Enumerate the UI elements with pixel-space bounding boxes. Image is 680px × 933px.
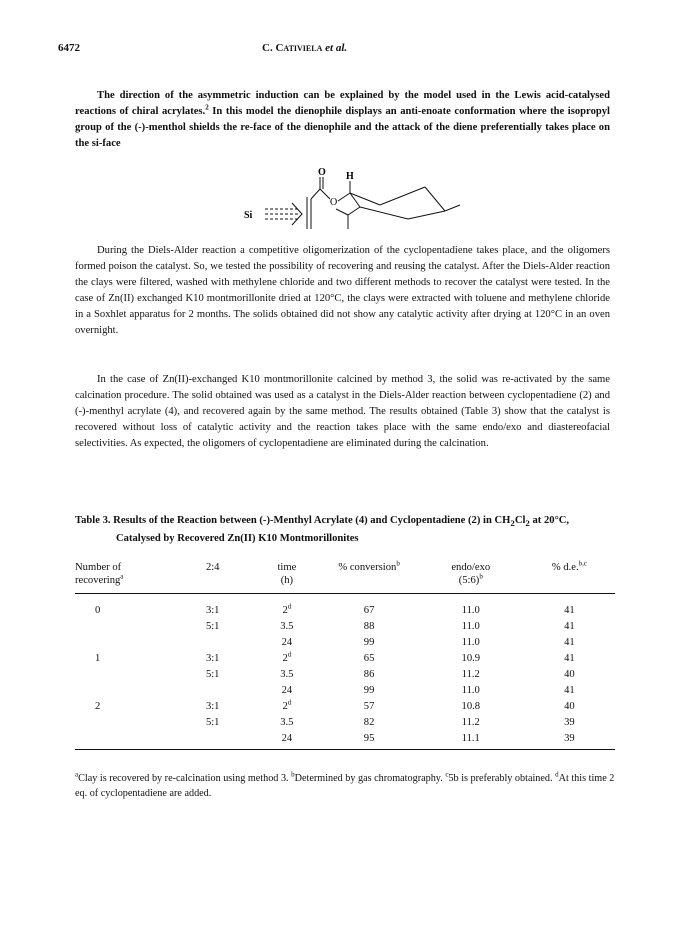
cell-conversion: 82 — [363, 717, 375, 728]
cell-recovering: 2 — [95, 701, 101, 712]
table-row — [75, 667, 615, 683]
cell-endo-exo: 10.8 — [461, 701, 481, 712]
table-footnotes: $^a$Clay is recovered by re-calcination using method 3. $^b$Determined by gas chromatography. $^c$5b is preferably obtained. $^d$At this time 2 eq. of cyclopentadiene are added. — [75, 770, 615, 799]
paragraph-oligomerization — [75, 243, 610, 339]
cell-time: 3.5 — [280, 621, 294, 632]
cell-endo-exo: 11.0 — [461, 605, 480, 616]
table-row — [75, 731, 615, 750]
footnote-a: Clay is recovered by re-calcination using method 3. — [78, 773, 292, 784]
page-number: 6472 — [58, 42, 80, 54]
author-suffix: et al. — [322, 42, 348, 54]
cell-de: 41 — [564, 621, 575, 632]
cell-recovering — [75, 715, 172, 731]
cell-recovering — [75, 731, 172, 750]
footnote-d: At this time 2 eq. of cyclopentadiene are added. — [75, 773, 615, 799]
footnote-b: Determined by gas chromatography. — [294, 773, 446, 784]
cell-recovering — [75, 635, 172, 651]
paragraph-calcination — [75, 372, 610, 452]
results-table — [75, 561, 615, 750]
cell-de: 39 — [564, 733, 575, 744]
table-caption-temp: at 20°C, — [529, 515, 570, 526]
table-caption-line2: Catalysed by Recovered Zn(II) K10 Montmorillonites — [116, 533, 359, 545]
cell-ratio: 5:1 — [205, 621, 220, 632]
footnote-c: 5b is preferably obtained. — [448, 773, 556, 784]
si-face-label: Si — [244, 210, 253, 221]
paragraph-induction — [75, 88, 610, 152]
cell-endo-exo: 11.1 — [461, 733, 480, 744]
cell-endo-exo: 10.9 — [461, 653, 481, 664]
cell-endo-exo: 11.0 — [461, 621, 480, 632]
cell-time: 2$^d$ — [282, 650, 292, 664]
col-header-conversion: % conversion$^b$ — [338, 559, 400, 573]
cell-time: 24 — [281, 685, 293, 696]
table-caption — [75, 513, 615, 547]
running-header — [262, 42, 347, 54]
table-caption-sub2: 2 — [525, 518, 530, 529]
cell-time: 2$^d$ — [282, 602, 292, 616]
col-header-de: % d.e.$^{b,c}$ — [551, 559, 587, 573]
paragraph-oligomerization-text: During the Diels-Alder reaction a competitive oligomerization of the cyclopentadiene takes place, and the oligomers formed poison the catalyst. So, we tested the possibility of recovering and reusing the catalyst. After the Diels-Alder reaction the clays were filtered, washed with methylene chloride and two different methods to recover the catalyst were tested. In the case of Zn(II) exchanged K10 montmorillonite dried at 120°C, the clays were extracted with toluene and methylene chloride in a Soxhlet apparatus for 2 months. The solids obtained did not show any catalytic activity after drying at 120°C in an oven overnight. — [75, 245, 610, 336]
cell-de: 41 — [564, 605, 575, 616]
cell-conversion: 99 — [363, 685, 375, 696]
cell-recovering: 0 — [95, 605, 101, 616]
hydrogen-label: H — [346, 171, 354, 182]
col-header-time: time (h) — [277, 562, 297, 586]
cell-conversion: 95 — [363, 733, 375, 744]
table-caption-label: Table 3. — [75, 515, 111, 526]
table-row — [75, 715, 615, 731]
cell-conversion: 99 — [363, 637, 375, 648]
cell-time: 3.5 — [280, 669, 294, 680]
cell-de: 39 — [564, 717, 575, 728]
ester-oxygen-label: O — [330, 197, 338, 208]
cell-ratio: 5:1 — [205, 669, 220, 680]
cell-time: 24 — [281, 637, 293, 648]
cell-de: 41 — [564, 637, 575, 648]
cell-recovering — [75, 683, 172, 699]
cell-recovering: 1 — [95, 653, 101, 664]
cell-endo-exo: 11.2 — [461, 717, 480, 728]
cell-de: 40 — [564, 701, 575, 712]
cell-time: 3.5 — [280, 717, 294, 728]
cell-time: 24 — [281, 733, 293, 744]
cell-de: 40 — [564, 669, 575, 680]
paragraph-induction-text-b: In this model the dienophile displays an anti-enoate conformation where the isopropyl group of the (-)-menthol shields the re-face of the dienophile and the attack of the diene preferentially takes place on the si-face — [75, 106, 610, 149]
carbonyl-oxygen-label: O — [318, 167, 326, 178]
cell-endo-exo: 11.2 — [461, 669, 480, 680]
cell-endo-exo: 11.0 — [461, 685, 480, 696]
cell-conversion: 86 — [363, 669, 375, 680]
table-header-row — [75, 561, 615, 594]
table-row — [75, 683, 615, 699]
table-caption-sub1: 2 — [510, 518, 515, 529]
col-header-endo-exo: endo/exo (5:6)$^b$ — [451, 562, 491, 586]
paragraph-induction-text-a: The direction of the asymmetric induction can be explained by the model used in the Lewis acid-catalysed reactions of chiral acrylates. — [75, 90, 610, 117]
table-row — [75, 594, 615, 620]
cell-time: 2$^d$ — [282, 698, 292, 712]
author-name: C. Cativiela — [262, 42, 323, 54]
cell-ratio: 5:1 — [205, 717, 220, 728]
cell-conversion: 67 — [363, 605, 375, 616]
table-caption-text: Results of the Reaction between (-)-Menthyl Acrylate (4) and Cyclopentadiene (2) in CH — [110, 515, 511, 526]
cell-ratio: 3:1 — [205, 653, 220, 664]
cell-ratio — [172, 683, 253, 699]
table-row — [75, 651, 615, 667]
cell-ratio — [172, 731, 253, 750]
cell-endo-exo: 11.0 — [461, 637, 480, 648]
col-header-ratio: 2:4 — [205, 562, 220, 573]
table-row — [75, 619, 615, 635]
cell-conversion: 57 — [363, 701, 375, 712]
table-row — [75, 635, 615, 651]
paragraph-calcination-text: In the case of Zn(II)-exchanged K10 montmorillonite calcined by method 3, the solid was re-activated by the same calcination procedure. The solid obtained was used as a catalyst in the Diels-Alder reaction between cyclopentadiene (2) and (-)-menthyl acrylate (4), and recovered again by the same method. The results obtained (Table 3) show that the catalyst is recovered without loss of catalytic activity and the reaction takes place with the same endo/exo and diastereofacial selectivities. As expected, the oligomers of cyclopentadiene are eliminated during the calcination. — [75, 374, 610, 449]
cell-conversion: 88 — [363, 621, 375, 632]
cell-recovering — [75, 619, 172, 635]
table-row — [75, 699, 615, 715]
table-caption-cl: Cl — [514, 515, 526, 526]
cell-ratio: 3:1 — [205, 701, 220, 712]
menthyl-acrylate-structure — [220, 167, 480, 237]
col-header-recovering: Number of recovering$^a$ — [75, 562, 124, 586]
cell-ratio — [172, 635, 253, 651]
reference-2: 2 — [205, 103, 209, 112]
cell-conversion: 65 — [363, 653, 375, 664]
cell-de: 41 — [564, 685, 575, 696]
cell-de: 41 — [564, 653, 575, 664]
cell-recovering — [75, 667, 172, 683]
cell-ratio: 3:1 — [205, 605, 220, 616]
